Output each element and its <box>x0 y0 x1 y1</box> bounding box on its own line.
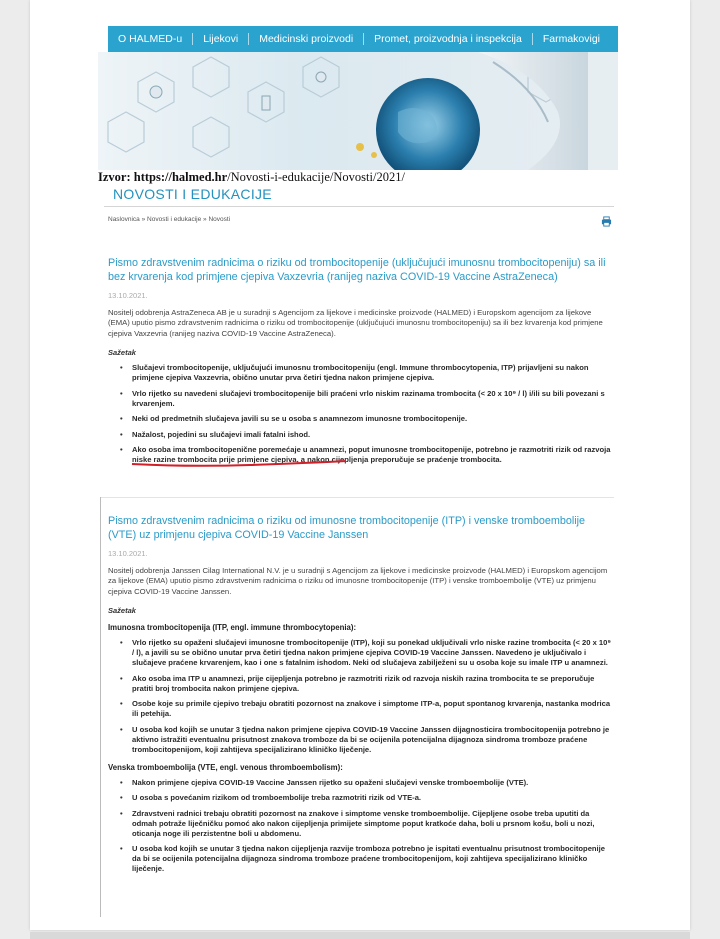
list-item: • Slučajevi trombocitopenije, uključujući imunosnu trombocitopeniju (engl. Immune thrombocytopenia, ITP) prijavljeni su nakon primjene cjepiva Vaxzevria, obično unutar prva četiri tjedna nakon primjene cjepiva. <box>132 363 613 383</box>
article-date: 13.10.2021. <box>108 291 148 300</box>
header-banner-image <box>98 52 618 170</box>
nav-item-farmakovigilancija[interactable]: Farmakovigi <box>542 33 601 45</box>
page-title: NOVOSTI I EDUKACIJE <box>113 186 272 202</box>
source-caption <box>98 170 405 185</box>
source-label: Izvor: <box>98 170 134 184</box>
article-date: 13.10.2021. <box>108 549 148 558</box>
itp-heading: Imunosna trombocitopenija (ITP, engl. immune thrombocytopenia): <box>108 623 357 633</box>
title-divider <box>104 206 614 207</box>
list-item-highlighted: • Nažalost, pojedini su slučajevi imali fatalni ishod. <box>132 430 613 440</box>
vte-heading: Venska tromboembolija (VTE, engl. venous thromboembolism): <box>108 762 343 772</box>
list-item: • Nakon primjene cjepiva COVID-19 Vaccine Janssen rijetko su opaženi slučajevi venske tromboembolije (VTE). <box>132 778 613 788</box>
source-domain: https://halmed.hr <box>133 170 228 184</box>
list-item: • Neki od predmetnih slučajeva javili su se u osoba s anamnezom imunosne trombocitopenije. <box>132 414 613 424</box>
summary-label: Sažetak <box>108 348 136 358</box>
left-margin-line <box>100 497 101 917</box>
article-divider <box>100 497 614 498</box>
list-item: • Vrlo rijetko su navedeni slučajevi trombocitopenije bili praćeni vrlo niskim razinama trombocita (< 20 x 10⁹ / l) i/ili su bili povezani s krvarenjem. <box>132 389 613 409</box>
article-intro: Nositelj odobrenja Janssen Cilag International N.V. je u suradnji s Agencijom za lijekove i medicinske proizvode (HALMED) i Europskom agencijom za lijekove (EMA) uputio pismo zdravstvenim radnicima o riziku od imunosne trombocitopenije (ITP) i venske tromboembolije (VTE) uz primjenu cjepiva COVID-19 Vaccine Janssen. <box>108 566 608 596</box>
list-item: • Ako osoba ima trombocitopenične poremećaje u anamnezi, poput imunosne trombocitopenije, potrebno je razmotriti rizik od razvoja niske razine trombocita prije primjene cjepiva, a nakon cijepljenja preporučuje se praćenje trombocita. <box>132 445 613 465</box>
nav-item-lijekovi[interactable]: Lijekovi <box>193 33 249 45</box>
breadcrumb: Naslovnica » Novosti i edukacije » Novosti <box>108 216 231 223</box>
summary-label: Sažetak <box>108 606 136 616</box>
itp-list <box>108 638 613 755</box>
article-title-link[interactable]: Pismo zdravstvenim radnicima o riziku od imunosne trombocitopenije (ITP) i venske tromboembolije (VTE) uz primjenu cjepiva COVID-19 Vaccine Janssen <box>108 515 586 541</box>
article-title-link[interactable]: Pismo zdravstvenim radnicima o riziku od trombocitopenije (uključujući imunosnu trombocitopeniju) sa ili bez krvarenja kod primjene cjepiva Vaxzevria (ranijeg naziva COVID-19 Vaccine AstraZeneca) <box>108 257 606 283</box>
nav-item-promet[interactable]: Promet, proizvodnja i inspekcija <box>364 33 533 45</box>
list-item: • U osoba kod kojih se unutar 3 tjedna nakon primjene cjepiva COVID-19 Vaccine Janssen dijagnosticira trombocitopenija potrebno je aktivno istražiti eventualnu prisutnost znakova tromboze da bi se ocijenila potencijalna dijagnoza sindroma tromboze praćene trombocitopenijom, koji zahtijeva specijalizirano kliničko liječenje. <box>132 725 613 755</box>
nav-item-o-halmed[interactable]: O HALMED-u <box>108 33 193 45</box>
list-item: • Ako osoba ima ITP u anamnezi, prije cijepljenja potrebno je razmotriti rizik od razvoja niskih razina trombocita te se preporučuje pratiti broj trombocita nakon primjene cjepiva. <box>132 674 613 694</box>
list-item: • U osoba kod kojih se unutar 3 tjedna nakon cijepljenja razvije tromboza potrebno je ispitati eventualnu prisutnost trombocitopenije da bi se ocijenila potencijalna dijagnoza sindroma tromboze praćene trombocitopenijom, koji zahtijeva specijalizirano kliničko liječenje. <box>132 844 613 874</box>
nav-item-medicinski-proizvodi[interactable]: Medicinski proizvodi <box>249 33 364 45</box>
news-article-janssen <box>108 515 613 880</box>
red-handwritten-underline <box>130 458 348 468</box>
page-bottom-edge <box>30 932 690 939</box>
source-path: /Novosti-i-edukacije/Novosti/2021/ <box>227 170 405 184</box>
article-intro: Nositelj odobrenja AstraZeneca AB je u suradnji s Agencijom za lijekove i medicinske proizvode (HALMED) i Europskom agencijom za lijekove (EMA) uputio pismo zdravstvenim radnicima o riziku od trombocitopenije (uključujući imunosnu trombocitopeniju) sa ili bez krvarenja kod primjene cjepiva Vaxzevria (ranijeg naziva COVID-19 Vaccine AstraZeneca). <box>108 308 603 338</box>
news-article-vaxzevria <box>108 257 613 471</box>
summary-list <box>108 363 613 465</box>
vte-list <box>108 778 613 875</box>
list-item: • Zdravstveni radnici trebaju obratiti pozornost na znakove i simptome venske tromboembolije. Cijepljene osobe treba uputiti da odmah potraže liječničku pomoć ako nakon cijepljenja primijete simptome poput kratkoće daha, boli u prsnom košu, boli u nozi, oticanja noge ili perzistentne boli u abdomenu. <box>132 809 613 839</box>
list-item: • Vrlo rijetko su opaženi slučajevi imunosne trombocitopenije (ITP), koji su ponekad uključivali vrlo niske razine trombocita (< 20 x 10⁹ / l), a javili su se obično unutar prva četiri tjedna nakon primjene cjepiva COVID-19 Vaccine Janssen. Navedeno je uključivalo i slučajeve praćene krvarenjem, kao i one s fatalnim ishodom. Neki od slučajeva zabilježeni su u osoba koje su imale ITP u anamnezi. <box>132 638 613 668</box>
print-icon[interactable] <box>601 216 612 227</box>
list-item: • Osobe koje su primile cjepivo trebaju obratiti pozornost na znakove i simptome ITP-a, poput spontanog krvarenja, nastanka modrica ili petehija. <box>132 699 613 719</box>
main-nav <box>108 26 618 52</box>
list-item: • U osoba s povećanim rizikom od tromboembolije treba razmotriti rizik od VTE-a. <box>132 793 613 803</box>
